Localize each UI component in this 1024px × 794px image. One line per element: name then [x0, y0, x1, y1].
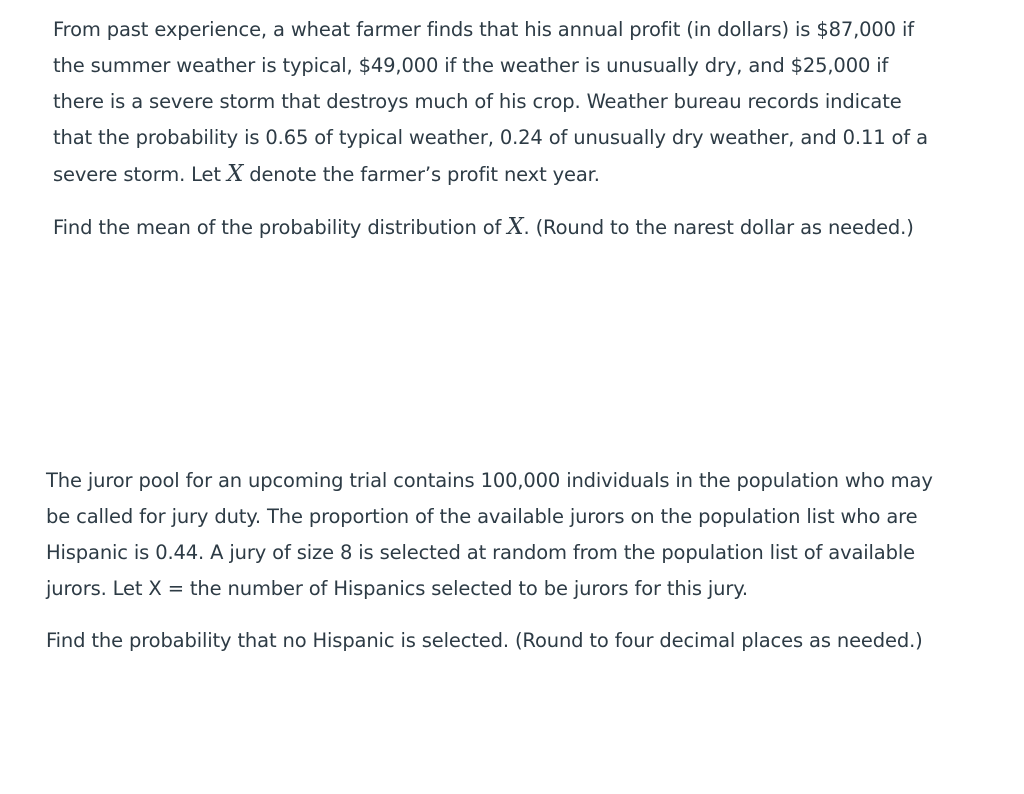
- variable-x: X: [226, 161, 244, 187]
- question-1-prompt-text: Find the mean of the probability distribution of: [53, 216, 508, 239]
- question-1-stem-text-end: denote the farmer’s profit next year.: [243, 163, 600, 186]
- question-1-prompt-text-end: . (Round to the narest dollar as needed.): [523, 216, 914, 239]
- question-2-prompt: Find the probability that no Hispanic is selected. (Round to four decimal places as needed.): [46, 629, 923, 652]
- question-profit-distribution: [0, 12, 1024, 246]
- question-1-stem-text: From past experience, a wheat farmer finds that his annual profit (in dollars) is $87,000 if the summer weather is typical, $49,000 if the weather is unusually dry, and $25,000 if there is a severe storm that destroys much of his crop. Weather bureau records indicate that the probability is 0.65 of typical weather, 0.24 of unusually dry weather, and 0.11 of a severe storm. Let: [53, 18, 928, 186]
- question-juror-pool: [0, 463, 1024, 659]
- question-1-stem: [53, 12, 936, 193]
- question-1-prompt: [53, 209, 936, 246]
- variable-x: X: [507, 214, 524, 240]
- question-2-stem: The juror pool for an upcoming trial contains 100,000 individuals in the population who may be called for jury duty. The proportion of the available jurors on the population list who are Hispanic is 0.44. A jury of size 8 is selected at random from the population list of available jurors. Let X = the number of Hispanics selected to be jurors for this jury.: [46, 469, 933, 600]
